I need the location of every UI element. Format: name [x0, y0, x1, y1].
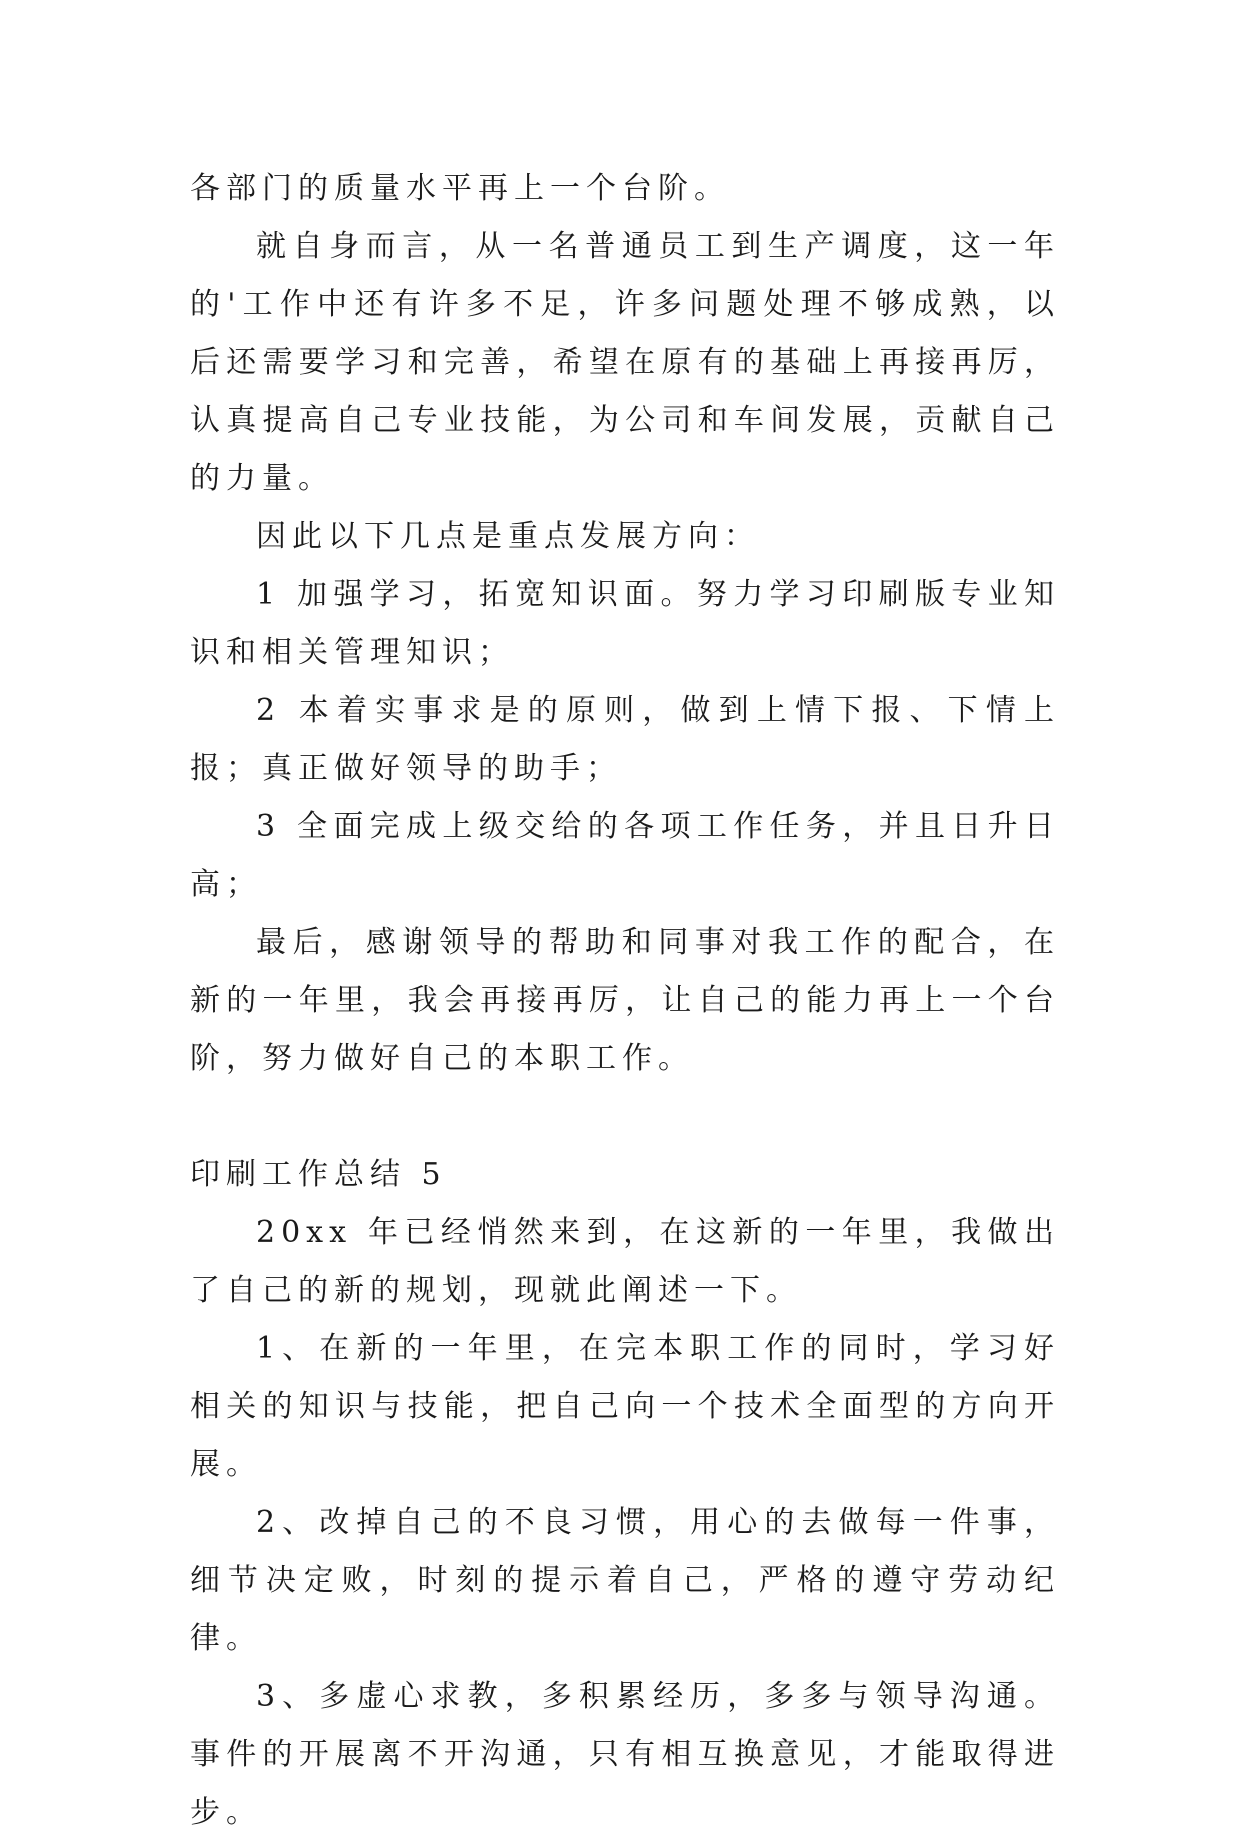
section-spacer: [190, 1088, 1060, 1146]
paragraph: 1、在新的一年里，在完本职工作的同时，学习好相关的知识与技能，把自己向一个技术全面型的方向开展。: [190, 1331, 1060, 1482]
section-title: 印刷工作总结 5: [190, 1157, 447, 1192]
paragraph: 3 全面完成上级交给的各项工作任务，并且日升日高；: [190, 809, 1060, 902]
paragraph: 就自身而言，从一名普通员工到生产调度，这一年的'工作中还有许多不足，许多问题处理不够成熟，以后还需要学习和完善，希望在原有的基础上再接再厉，认真提高自己专业技能，为公司和车间发展，贡献自己的力量。: [190, 229, 1060, 496]
paragraph: 3、多虚心求教，多积累经历，多多与领导沟通。事件的开展离不开沟通，只有相互换意见，才能取得进步。: [190, 1679, 1060, 1830]
paragraph: 因此以下几点是重点发展方向：: [256, 519, 760, 554]
document-body: [190, 160, 1060, 1842]
paragraph: 1 加强学习，拓宽知识面。努力学习印刷版专业知识和相关管理知识；: [190, 577, 1060, 670]
paragraph: 最后，感谢领导的帮助和同事对我工作的配合，在新的一年里，我会再接再厉，让自己的能力再上一个台阶，努力做好自己的本职工作。: [190, 925, 1060, 1076]
paragraph: 2、改掉自己的不良习惯，用心的去做每一件事，细节决定败，时刻的提示着自己，严格的遵守劳动纪律。: [190, 1505, 1060, 1656]
paragraph: 各部门的质量水平再上一个台阶。: [190, 171, 730, 206]
paragraph: 20xx 年已经悄然来到，在这新的一年里，我做出了自己的新的规划，现就此阐述一下。: [190, 1215, 1060, 1308]
paragraph: 2 本着实事求是的原则，做到上情下报、下情上报；真正做好领导的助手；: [190, 693, 1060, 786]
